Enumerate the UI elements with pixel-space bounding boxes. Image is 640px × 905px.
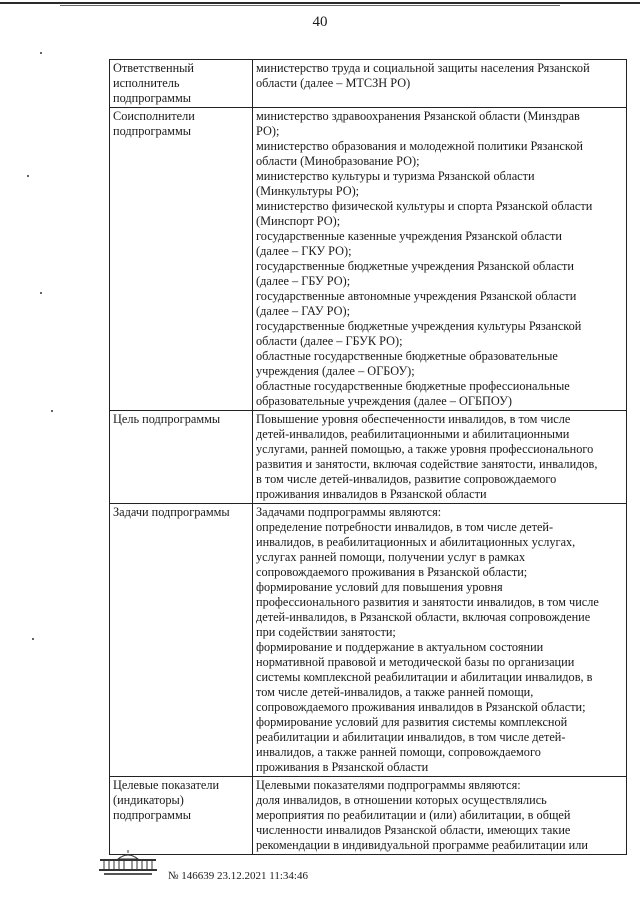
table-row (110, 108, 627, 411)
row-value-line: инвалидов, а также ранней помощи, сопровождаемого (256, 745, 541, 759)
row-value-line: министерство образования и молодежной политики Рязанской (256, 139, 583, 153)
scan-speck (51, 410, 53, 412)
table-row (110, 411, 627, 504)
row-value-line: системы комплексной реабилитации и абилитации инвалидов, в (256, 670, 593, 684)
row-label-line: исполнитель (113, 76, 180, 90)
row-value-line: области (далее – МТСЗН РО) (256, 76, 411, 90)
row-value-line: нормативной правовой и методической базы по организации (256, 655, 575, 669)
row-value-line: области (далее – ГБУК РО); (256, 334, 403, 348)
row-value-line: (далее – ГКУ РО); (256, 244, 352, 258)
row-value-line: том числе детей-инвалидов, а также ранней помощи, (256, 685, 534, 699)
row-label-line: Ответственный (113, 61, 194, 75)
row-value-line: образовательные учреждения (далее – ОГБПОУ) (256, 394, 512, 408)
row-label-line: подпрограммы (113, 91, 191, 105)
row-value (253, 504, 627, 777)
government-building-logo (96, 849, 160, 877)
row-value-line: государственные бюджетные учреждения культуры Рязанской (256, 319, 582, 333)
row-value-line: областные государственные бюджетные образовательные (256, 349, 558, 363)
scan-speck (40, 52, 42, 54)
document-registration-stamp: № 146639 23.12.2021 11:34:46 (168, 870, 308, 882)
row-value-line: доля инвалидов, в отношении которых осуществлялись (256, 793, 547, 807)
subprogram-passport-table (109, 59, 627, 855)
scan-speck (40, 292, 42, 294)
row-value-line: Повышение уровня обеспеченности инвалидов, в том числе (256, 412, 571, 426)
row-value-line: сопровождаемого проживания инвалидов в Рязанской области; (256, 700, 586, 714)
row-value-line: формирование и поддержание в актуальном состоянии (256, 640, 544, 654)
row-value-line: государственные бюджетные учреждения Рязанской области (256, 259, 575, 273)
row-value-line: РО); (256, 124, 280, 138)
row-value-line: министерство труда и социальной защиты населения Рязанской (256, 61, 590, 75)
row-label (110, 504, 253, 777)
row-value (253, 777, 627, 855)
scan-speck (27, 175, 29, 177)
row-label (110, 411, 253, 504)
row-value-line: определение потребности инвалидов, в том числе детей- (256, 520, 554, 534)
row-value-line: рекомендации в индивидуальной программе реабилитации или (256, 838, 588, 852)
row-value-line: формирование условий для развития системы комплексной (256, 715, 568, 729)
row-value-line: Задачами подпрограммы являются: (256, 505, 442, 519)
row-value-line: сопровождаемого проживания в Рязанской области; (256, 565, 528, 579)
row-value-line: численности инвалидов Рязанской области, имеющих такие (256, 823, 571, 837)
row-value-line: министерство культуры и туризма Рязанской области (256, 169, 535, 183)
row-label-line: Целевые показатели (113, 778, 220, 792)
row-value-line: реабилитации и абилитации инвалидов, в том числе детей- (256, 730, 566, 744)
row-label (110, 60, 253, 108)
row-label-line: Задачи подпрограммы (113, 505, 230, 519)
row-value-line: профессионального развития и занятости инвалидов, в том числе (256, 595, 599, 609)
row-label-line: Цель подпрограммы (113, 412, 221, 426)
row-label-line: (индикаторы) (113, 793, 184, 807)
row-value-line: детей-инвалидов, реабилитационными и абилитационными (256, 427, 570, 441)
row-value-line: инвалидов, в реабилитационных и абилитационных услугах, (256, 535, 576, 549)
row-value-line: развития и занятости, включая содействие занятости, инвалидов, (256, 457, 598, 471)
row-label (110, 777, 253, 855)
row-value-line: (далее – ГАУ РО); (256, 304, 350, 318)
row-value-line: услугах ранней помощи, получении услуг в рамках (256, 550, 526, 564)
row-value-line: в том числе детей-инвалидов, развитие сопровождаемого (256, 472, 557, 486)
row-value-line: (далее – ГБУ РО); (256, 274, 351, 288)
row-value-line: (Минкультуры РО); (256, 184, 360, 198)
row-value (253, 411, 627, 504)
row-value-line: формирование условий для повышения уровня (256, 580, 503, 594)
row-value-line: учреждения (далее – ОГБОУ); (256, 364, 415, 378)
row-label-line: подпрограммы (113, 124, 191, 138)
row-value-line: области (Минобразование РО); (256, 154, 420, 168)
row-value-line: проживания в Рязанской области (256, 760, 429, 774)
table-row (110, 777, 627, 855)
row-value-line: (Минспорт РО); (256, 214, 341, 228)
table-row (110, 504, 627, 777)
page-number: 40 (312, 14, 328, 30)
row-value-line: государственные казенные учреждения Рязанской области (256, 229, 562, 243)
row-value-line: Целевыми показателями подпрограммы являются: (256, 778, 521, 792)
scan-speck (32, 638, 34, 640)
row-value-line: мероприятия по реабилитации и (или) абилитации, в общей (256, 808, 571, 822)
row-value-line: при содействии занятости; (256, 625, 396, 639)
row-value-line: услугами, ранней помощью, а также уровня профессионального (256, 442, 594, 456)
row-value-line: детей-инвалидов, в Рязанской области, включая сопровождение (256, 610, 591, 624)
row-label-line: подпрограммы (113, 808, 191, 822)
row-value-line: государственные автономные учреждения Рязанской области (256, 289, 577, 303)
table-row (110, 60, 627, 108)
row-value-line: областные государственные бюджетные профессиональные (256, 379, 570, 393)
row-label (110, 108, 253, 411)
row-label-line: Соисполнители (113, 109, 195, 123)
scan-top-edge (0, 0, 640, 10)
row-value (253, 108, 627, 411)
row-value-line: проживания инвалидов в Рязанской области (256, 487, 487, 501)
row-value-line: министерство здравоохранения Рязанской области (Минздрав (256, 109, 580, 123)
row-value-line: министерство физической культуры и спорта Рязанской области (256, 199, 593, 213)
row-value (253, 60, 627, 108)
